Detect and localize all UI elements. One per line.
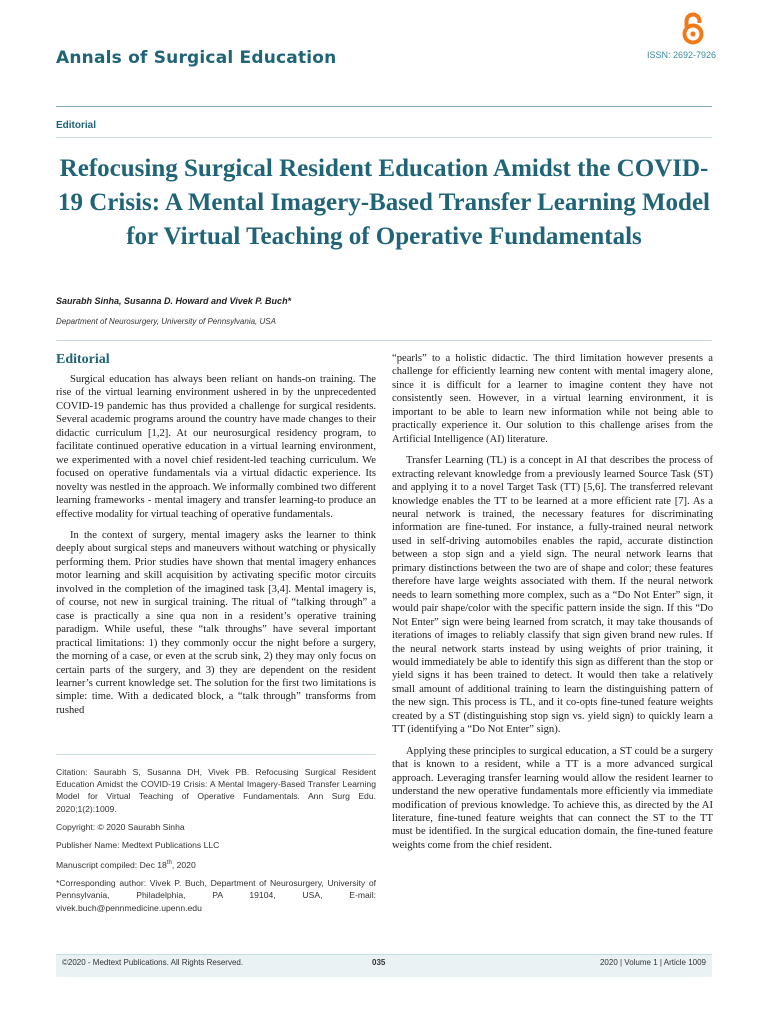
right-paragraph: Transfer Learning (TL) is a concept in AI that describes the process of extracting relevant knowledge from a previously learned Source Task (ST) and applying it to a novel Target Task (TT) [5,6]. The transferred relevant knowledge enables the TT to be learned at a more efficient rate [7]. As a neural network is trained, the necessary features for discriminating information are fine-tuned. For instance, a fully-trained neural network used in self-driving automobiles enables the rapid, accurate distinction between a stop sign and a yield sign. The neural network learns that primary distinctions between the two are of shape and color; these features therefore have large weights associated with them. If the neural network needs to learn something more complex, such as a “Do Not Enter” sign, it would pair shape/color with the specific pattern inside the sign. If this “Do Not Enter” sign were being learned from scratch, it may take thousands of iterations of images to reliably classify that sign given brand new rules. If the neural network starts instead by using weights of prior training, it would immediately be able to identify this sign as different than the stop or yield signs it has been trained to detect. It would then take a relatively small amount of additional training to learn the distinguishing pattern of the new sign. This process is TL, and it co-opts fine-tuned feature weights created by a ST (distinguishing stop sign vs. yield sign) to quickly learn a TT (identifying a “Do Not Enter” sign). <box>392 455 713 736</box>
body-divider <box>56 340 712 341</box>
left-paragraph: Surgical education has always been reliant on hands-on training. The rise of the virtual learning environment ushered in by the unprecedented COVID-19 pandemic has thus provided a challenge for surgical residents. Several academic programs around the country have made changes to their didactic curriculum [1,2]. At our neurosurgical residency program, to facilitate continued operative education in a virtual learning environment, we experimented with a novel chief resident-led teaching curriculum. We focused on operative fundamentals via a virtual didactic experience. Its novelty was nestled in the approach. We informally combined two different learning frameworks - mental imagery and transfer learning-to produce an effective modality for virtual teaching of operative fundamentals. <box>56 374 376 520</box>
right-paragraph: “pearls” to a holistic didactic. The third limitation however presents a challenge for efficiently learning new content with mental imagery alone, since it is difficult for a learner to imagine content they have not consistently seen. However, in a virtual learning environment, it is important to be able to learn new information while not being able to practically experience it. Our solution to this challenge arises from the Artificial Intelligence (AI) literature. <box>392 353 713 445</box>
manuscript-date <box>56 857 376 871</box>
page-number: 035 <box>372 958 386 967</box>
citation: Citation: Saurabh S, Susanna DH, Vivek PB. Refocusing Surgical Resident Education Amidst the COVID-19 Crisis: A Mental Imagery-Based Transfer Learning Model for Virtual Teaching of Operative Fundamentals. Ann Surg Edu. 2020;1(2):1009. <box>56 767 376 814</box>
footer-volume: 2020 | Volume 1 | Article 1009 <box>599 958 706 967</box>
header-divider <box>56 106 712 107</box>
manuscript-date-year: , 2020 <box>171 860 196 871</box>
section-heading: Editorial <box>56 352 110 367</box>
affiliation: Department of Neurosurgery, University of Pennsylvania, USA <box>56 317 276 326</box>
corresponding-author: *Corresponding author: Vivek P. Buch, Department of Neurosurgery, University of Pennsylvania, Philadelphia, PA 19104, USA, E-mail: vivek.buch@pennmedicine.upenn.edu <box>56 878 376 913</box>
right-paragraph: Applying these principles to surgical education, a ST could be a surgery that is known to a resident, while a TT is a more advanced surgical approach. Leveraging transfer learning would allow the resident learner to understand the new operative fundamentals more efficiently via immediate modification of previous knowledge. To achieve this, as directed by the AI literature, fine-tuned feature weights that can connect the ST to the TT must be identified. In the surgical education domain, the fine-tuned feature weights come from the chief resident. <box>392 745 713 851</box>
title-divider <box>56 137 712 138</box>
article-title: Refocusing Surgical Resident Education Amidst the COVID-19 Crisis: A Mental Imagery-Based Transfer Learning Model for Virtual Teaching of Operative Fundamentals <box>57 155 711 250</box>
manuscript-date-text: Manuscript compiled: Dec 18 <box>56 860 167 871</box>
footer-copyright: ©2020 - Medtext Publications. All Rights Reserved. <box>62 958 244 967</box>
article-meta <box>56 766 376 920</box>
manuscript-date-suffix: th <box>166 860 172 867</box>
article-type-label: Editorial <box>56 120 97 131</box>
left-column <box>56 373 376 725</box>
author-list: Saurabh Sinha, Susanna D. Howard and Vivek P. Buch* <box>56 296 292 306</box>
publisher: Publisher Name: Medtext Publications LLC <box>56 840 220 851</box>
left-paragraph: In the context of surgery, mental imagery asks the learner to think deeply about surgical steps and maneuvers without watching or physically performing them. Prior studies have shown that mental imagery enhances motor learning and skill acquisition by activating specific motor circuits involved in the completion of the imagined task [3,4]. Mental imagery is, of course, not new in surgical training. The ritual of “talking through” a case is practically a sine qua non in a resident’s operative training paradigm. While useful, these “talk throughs” have several important practical limitations: 1) they commonly occur the night before a surgery, the morning of a case, or even at the scrub sink, 2) they may only focus on certain parts of the surgery, and 3) they are dependent on the resident learner’s current knowledge set. The solution for the first two limitations is simple: time. With a dedicated block, a “talk through” transforms from rushed <box>56 529 376 716</box>
issn: ISSN: 2692-7926 <box>646 50 716 60</box>
journal-name: Annals of Surgical Education <box>56 48 337 68</box>
copyright: Copyright: © 2020 Saurabh Sinha <box>56 821 185 832</box>
meta-divider <box>56 754 376 755</box>
open-access-icon <box>676 12 710 46</box>
right-column <box>392 352 713 860</box>
